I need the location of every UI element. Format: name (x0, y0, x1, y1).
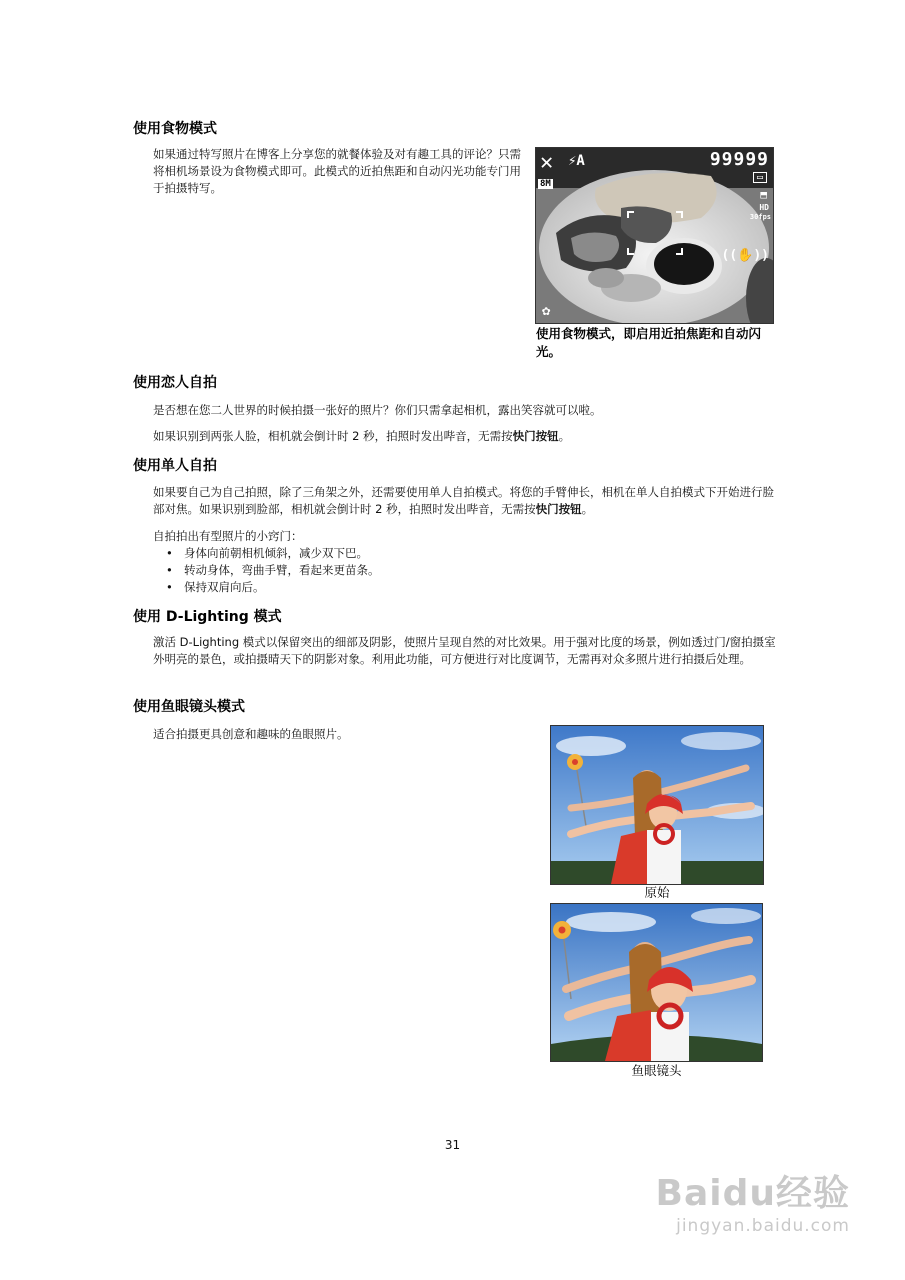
fisheye-caption: 鱼眼镜头 (631, 1063, 682, 1078)
heading-couple-selfie: 使用恋人自拍 (133, 375, 217, 391)
couple-selfie-paragraph-2 (153, 428, 783, 445)
list-item: • 身体向前朝相机倾斜，减少双下巴。 (166, 545, 380, 562)
food-mode-icon: ✕ (540, 150, 554, 175)
watermark-url: jingyan.baidu.com (676, 1216, 850, 1236)
list-item: • 转动身体，弯曲手臂，看起来更苗条。 (166, 562, 380, 579)
d-lighting-description: 激活 D-Lighting 模式以保留突出的细部及阴影，使照片呈现自然的对比效果。用于强对比度的场景，例如透过门/窗拍摄室外明亮的景色，或拍摄晴天下的阴影对象。利用此功能，可方便进行对比度调节，无需再对众多照片进行拍摄后处理。 (153, 635, 776, 666)
food-mode-description: 如果通过特写照片在博客上分享您的就餐体验及对有趣工具的评论？只需将相机场景设为食物模式即可。此模式的近拍焦距和自动闪光功能专门用于拍摄特写。 (153, 147, 521, 195)
single-selfie-paragraph (153, 484, 783, 518)
shot-count: 99999 (709, 149, 769, 170)
fisheye-photo (550, 903, 763, 1062)
fisheye-description: 适合拍摄更具创意和趣味的鱼眼照片。 (153, 727, 349, 741)
couple-p2-text: 如果识别到两张人脸，相机就会倒计时 2 秒，拍照时发出哔音，无需按 (153, 429, 513, 443)
original-caption: 原始 (644, 885, 670, 900)
storage-icon: ⬒ (760, 188, 767, 201)
page-number: 31 (444, 1138, 461, 1152)
watermark-brand: Baidu经验 (655, 1173, 850, 1214)
battery-icon: ▭ (753, 172, 767, 183)
selfie-tips-intro: 自拍拍出有型照片的小窍门： (153, 529, 303, 543)
single-p1-end: 。 (581, 502, 594, 516)
heading-d-lighting: 使用 D-Lighting 模式 (133, 609, 282, 625)
couple-p2-end: 。 (558, 429, 571, 443)
shutter-button-term: 快门按钮 (512, 429, 559, 443)
single-p1-text: 如果要自己为自己拍照，除了三角架之外，还需要使用单人自拍模式。将您的手臂伸长，相机在单人自拍模式下开始进行脸部对焦。如果识别到脸部，相机就会倒计时 2 秒，拍照时发出哔音，无需按 (153, 485, 774, 516)
heading-fisheye: 使用鱼眼镜头模式 (133, 699, 245, 715)
selfie-tips-list (166, 545, 380, 596)
baidu-jingyan-watermark (656, 1165, 850, 1236)
video-hd-badge: HD (759, 203, 769, 212)
food-mode-screen-photo (535, 147, 774, 324)
couple-selfie-paragraph-1: 是否想在您二人世界的时候拍摄一张好的照片？你们只需拿起相机，露出笑容就可以啦。 (153, 403, 602, 417)
food-photo-illustration (536, 148, 773, 323)
image-size-badge: 8M (540, 179, 551, 189)
stabilizer-icon: ((✋)) (721, 248, 769, 263)
heading-food-mode: 使用食物模式 (133, 121, 217, 137)
shutter-button-term: 快门按钮 (535, 502, 582, 516)
original-photo-illustration (551, 726, 763, 884)
flash-auto-icon: ⚡A (568, 153, 585, 169)
food-mode-caption: 使用食物模式，即启用近拍焦距和自动闪光。 (536, 326, 762, 359)
list-item: • 保持双肩向后。 (166, 579, 380, 596)
macro-flower-icon: ✿ (542, 303, 551, 319)
original-photo (550, 725, 764, 885)
fisheye-photo-illustration (551, 904, 762, 1061)
video-fps-badge: 30fps (749, 213, 771, 221)
heading-single-selfie: 使用单人自拍 (133, 458, 217, 474)
